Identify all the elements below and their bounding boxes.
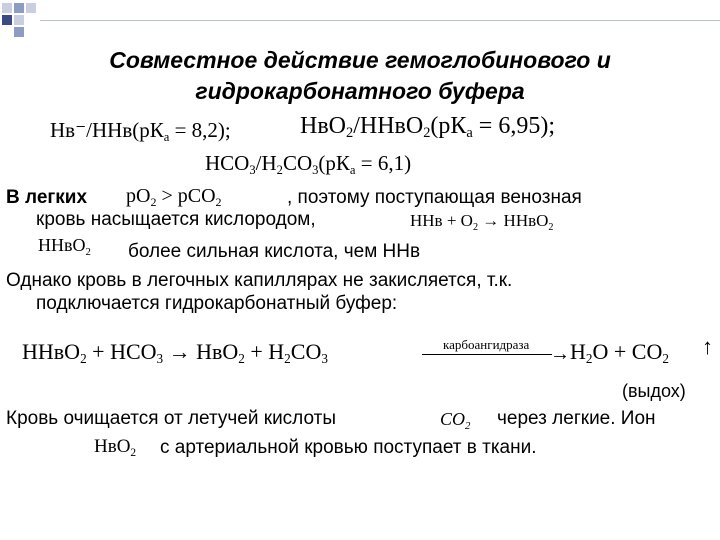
enzyme-label: карбоангидраза [443, 337, 530, 352]
formula-oxygenation [410, 211, 554, 233]
lungs-text-2: кровь насыщается кислородом, [36, 209, 316, 230]
corner-decoration [0, 0, 720, 40]
formula-text: ННвО [503, 211, 549, 230]
lungs-lead: В легких [6, 187, 88, 208]
reaction-left [22, 339, 328, 367]
formula-text: + НСО [86, 339, 157, 364]
formula-text: = 6,95); [472, 113, 555, 139]
reaction-arrow-head: → [550, 343, 570, 365]
formula-text: НвО [196, 339, 239, 364]
formula-text: (рК [430, 113, 467, 139]
formula-text: О + СО [592, 339, 663, 364]
formula-text: НвО [300, 113, 346, 139]
closing-text-1b: через легкие. Ион [497, 408, 656, 429]
reaction-arrow-shaft [422, 354, 552, 355]
formula-hhbo2 [38, 235, 91, 258]
formula-text: Н [570, 339, 586, 364]
formula-sub: а [466, 125, 473, 141]
formula-text: НСО [205, 151, 250, 175]
up-arrow-icon: ↑ [702, 334, 713, 359]
formula-sub: 2 [423, 125, 431, 141]
formula-text: (рК [318, 151, 350, 175]
formula-text: НвО [94, 436, 131, 457]
slide-title-line2: гидрокарбонатного буфера [195, 78, 525, 104]
formula-sub: 2 [346, 125, 354, 141]
formula-text: /Н [255, 151, 277, 175]
formula-sub: 2 [548, 222, 554, 233]
deco-square [14, 27, 24, 37]
closing-text-2: с артериальной кровью поступает в ткани. [160, 437, 537, 458]
formula-text: ННвО [38, 235, 86, 255]
formula-sub: 2 [238, 351, 245, 366]
formula-sub: 2 [585, 351, 593, 366]
formula-ion [94, 436, 136, 459]
formula-sub: 2 [150, 195, 157, 209]
formula-co2 [440, 409, 470, 432]
formula-text: рСО [177, 185, 216, 207]
formula-sub: 2 [276, 163, 283, 177]
formula-sub: 2 [85, 246, 91, 258]
formula-sub: а [163, 130, 170, 144]
formula-hco3-pair [205, 151, 411, 178]
formula-partial-pressure [126, 185, 222, 210]
formula-sub: 2 [465, 420, 471, 432]
closing-text-1a: Кровь очищается от летучей кислоты [6, 408, 336, 429]
formula-sub: а [349, 163, 356, 177]
slide-title-line1: Совместное действие гемоглобинового и [109, 47, 611, 73]
formula-sub: 3 [312, 163, 319, 177]
deco-square [14, 3, 24, 13]
formula-sub: 2 [80, 351, 87, 366]
formula-sub: 2 [662, 351, 669, 366]
exhale-note: (выдох) [622, 381, 686, 401]
deco-square [14, 15, 24, 25]
formula-sub: 3 [249, 163, 256, 177]
reaction-right [570, 339, 669, 367]
formula-text: = 8,2); [169, 118, 231, 142]
formula-text: ННвО [22, 339, 81, 364]
formula-hb-pair [50, 118, 231, 145]
formula-sub: 2 [472, 222, 479, 233]
formula-text: /ННвО [353, 113, 424, 139]
deco-square [26, 3, 36, 13]
capillaries-text-2: подключается гидрокарбонатный буфер: [36, 293, 398, 314]
formula-text: Нв⁻/ННв(рК [50, 118, 164, 142]
formula-sub: 3 [321, 351, 328, 366]
formula-text: + Н [244, 339, 285, 364]
formula-text: ННв + О [410, 211, 473, 230]
formula-text: СО [290, 339, 322, 364]
deco-square [2, 3, 12, 13]
formula-text: рО [126, 185, 151, 207]
deco-line [40, 20, 720, 21]
lungs-text-1: , поэтому поступающая венозная [287, 187, 582, 208]
formula-text: СО [282, 151, 313, 175]
formula-sub: 2 [215, 195, 222, 209]
formula-sub: 2 [284, 351, 291, 366]
formula-text: → [478, 211, 504, 230]
formula-text: > [156, 185, 178, 207]
formula-text: СО [440, 409, 466, 429]
formula-text: = 6,1) [355, 151, 412, 175]
deco-square [2, 15, 12, 25]
formula-hbo2-pair [300, 113, 555, 142]
capillaries-text-1: Однако кровь в легочных капиллярах не закисляется, т.к. [6, 270, 513, 291]
lungs-text-3: более сильная кислота, чем ННв [128, 241, 421, 262]
formula-text: → [163, 339, 197, 364]
formula-sub: 2 [130, 447, 137, 459]
formula-sub: 3 [156, 351, 164, 366]
